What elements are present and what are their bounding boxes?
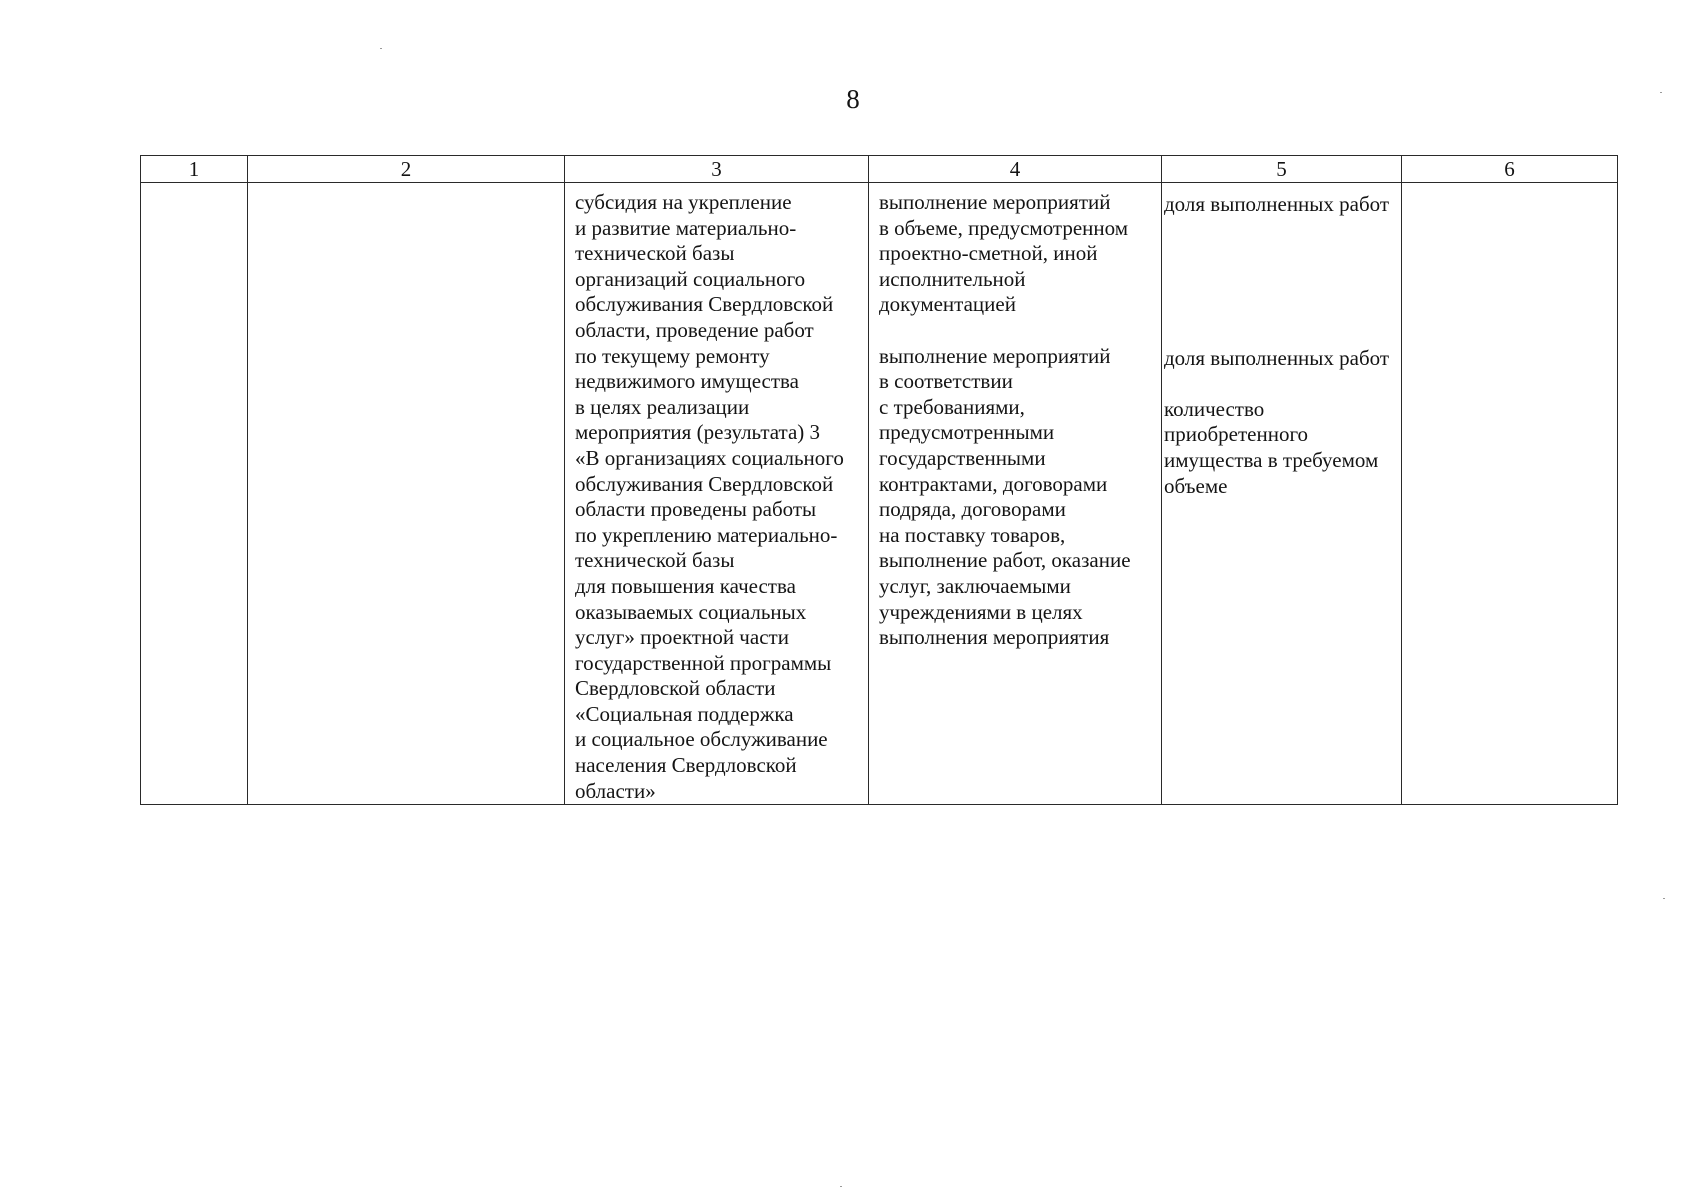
indicator-2-text: доля выполненных работ xyxy=(1164,345,1390,370)
column-header: 6 xyxy=(1402,156,1618,183)
scan-speck xyxy=(1663,898,1665,899)
table-header-row xyxy=(141,156,1618,183)
cell-col1 xyxy=(141,183,248,805)
cell-col6 xyxy=(1402,183,1618,805)
cell-subsidy-description xyxy=(565,183,869,805)
indicator-1-text: доля выполненных работ xyxy=(1164,192,1390,216)
column-header: 4 xyxy=(869,156,1162,183)
scan-speck xyxy=(1660,92,1662,93)
cell-indicators xyxy=(1162,183,1402,805)
table-row xyxy=(141,183,1618,805)
condition-2-text: выполнение мероприятий в соответствии с требованиями, предусмотренными государственными контрактами, договорами подряда, договорами на поставку товаров, выполнение работ, оказание услуг, заключаемыми учреждениями в целях выполнения мероприятия xyxy=(879,343,1131,650)
column-header: 3 xyxy=(565,156,869,183)
cell-conditions xyxy=(869,183,1162,805)
indicator-3-text: количество приобретенного имущества в требуемом объеме xyxy=(1164,396,1379,498)
indicators-table xyxy=(140,155,1618,805)
column-header: 1 xyxy=(141,156,248,183)
page-number: 8 xyxy=(846,84,860,114)
column-header: 5 xyxy=(1162,156,1402,183)
scan-speck xyxy=(380,48,382,49)
cell-col2 xyxy=(248,183,565,805)
condition-1-text: выполнение мероприятий в объеме, предусмотренном проектно-сметной, иной исполнительной документацией xyxy=(879,190,1129,317)
column-header: 2 xyxy=(248,156,565,183)
subsidy-description-text: субсидия на укрепление и развитие материально- технической базы организаций социального обслуживания Свердловской области, проведение работ по текущему ремонту недвижимого имущества в целях реализации мероприятия (результата) 3 «В организациях социального обслуживания Свердловской области проведены работы по укреплению материально- технической базы для повышения качества оказываемых социальных услуг» проектной части государственной программы Свердловской области «Социальная поддержка и социальное обслуживание населения Свердловской области» xyxy=(575,190,844,803)
scan-speck xyxy=(840,1186,842,1187)
